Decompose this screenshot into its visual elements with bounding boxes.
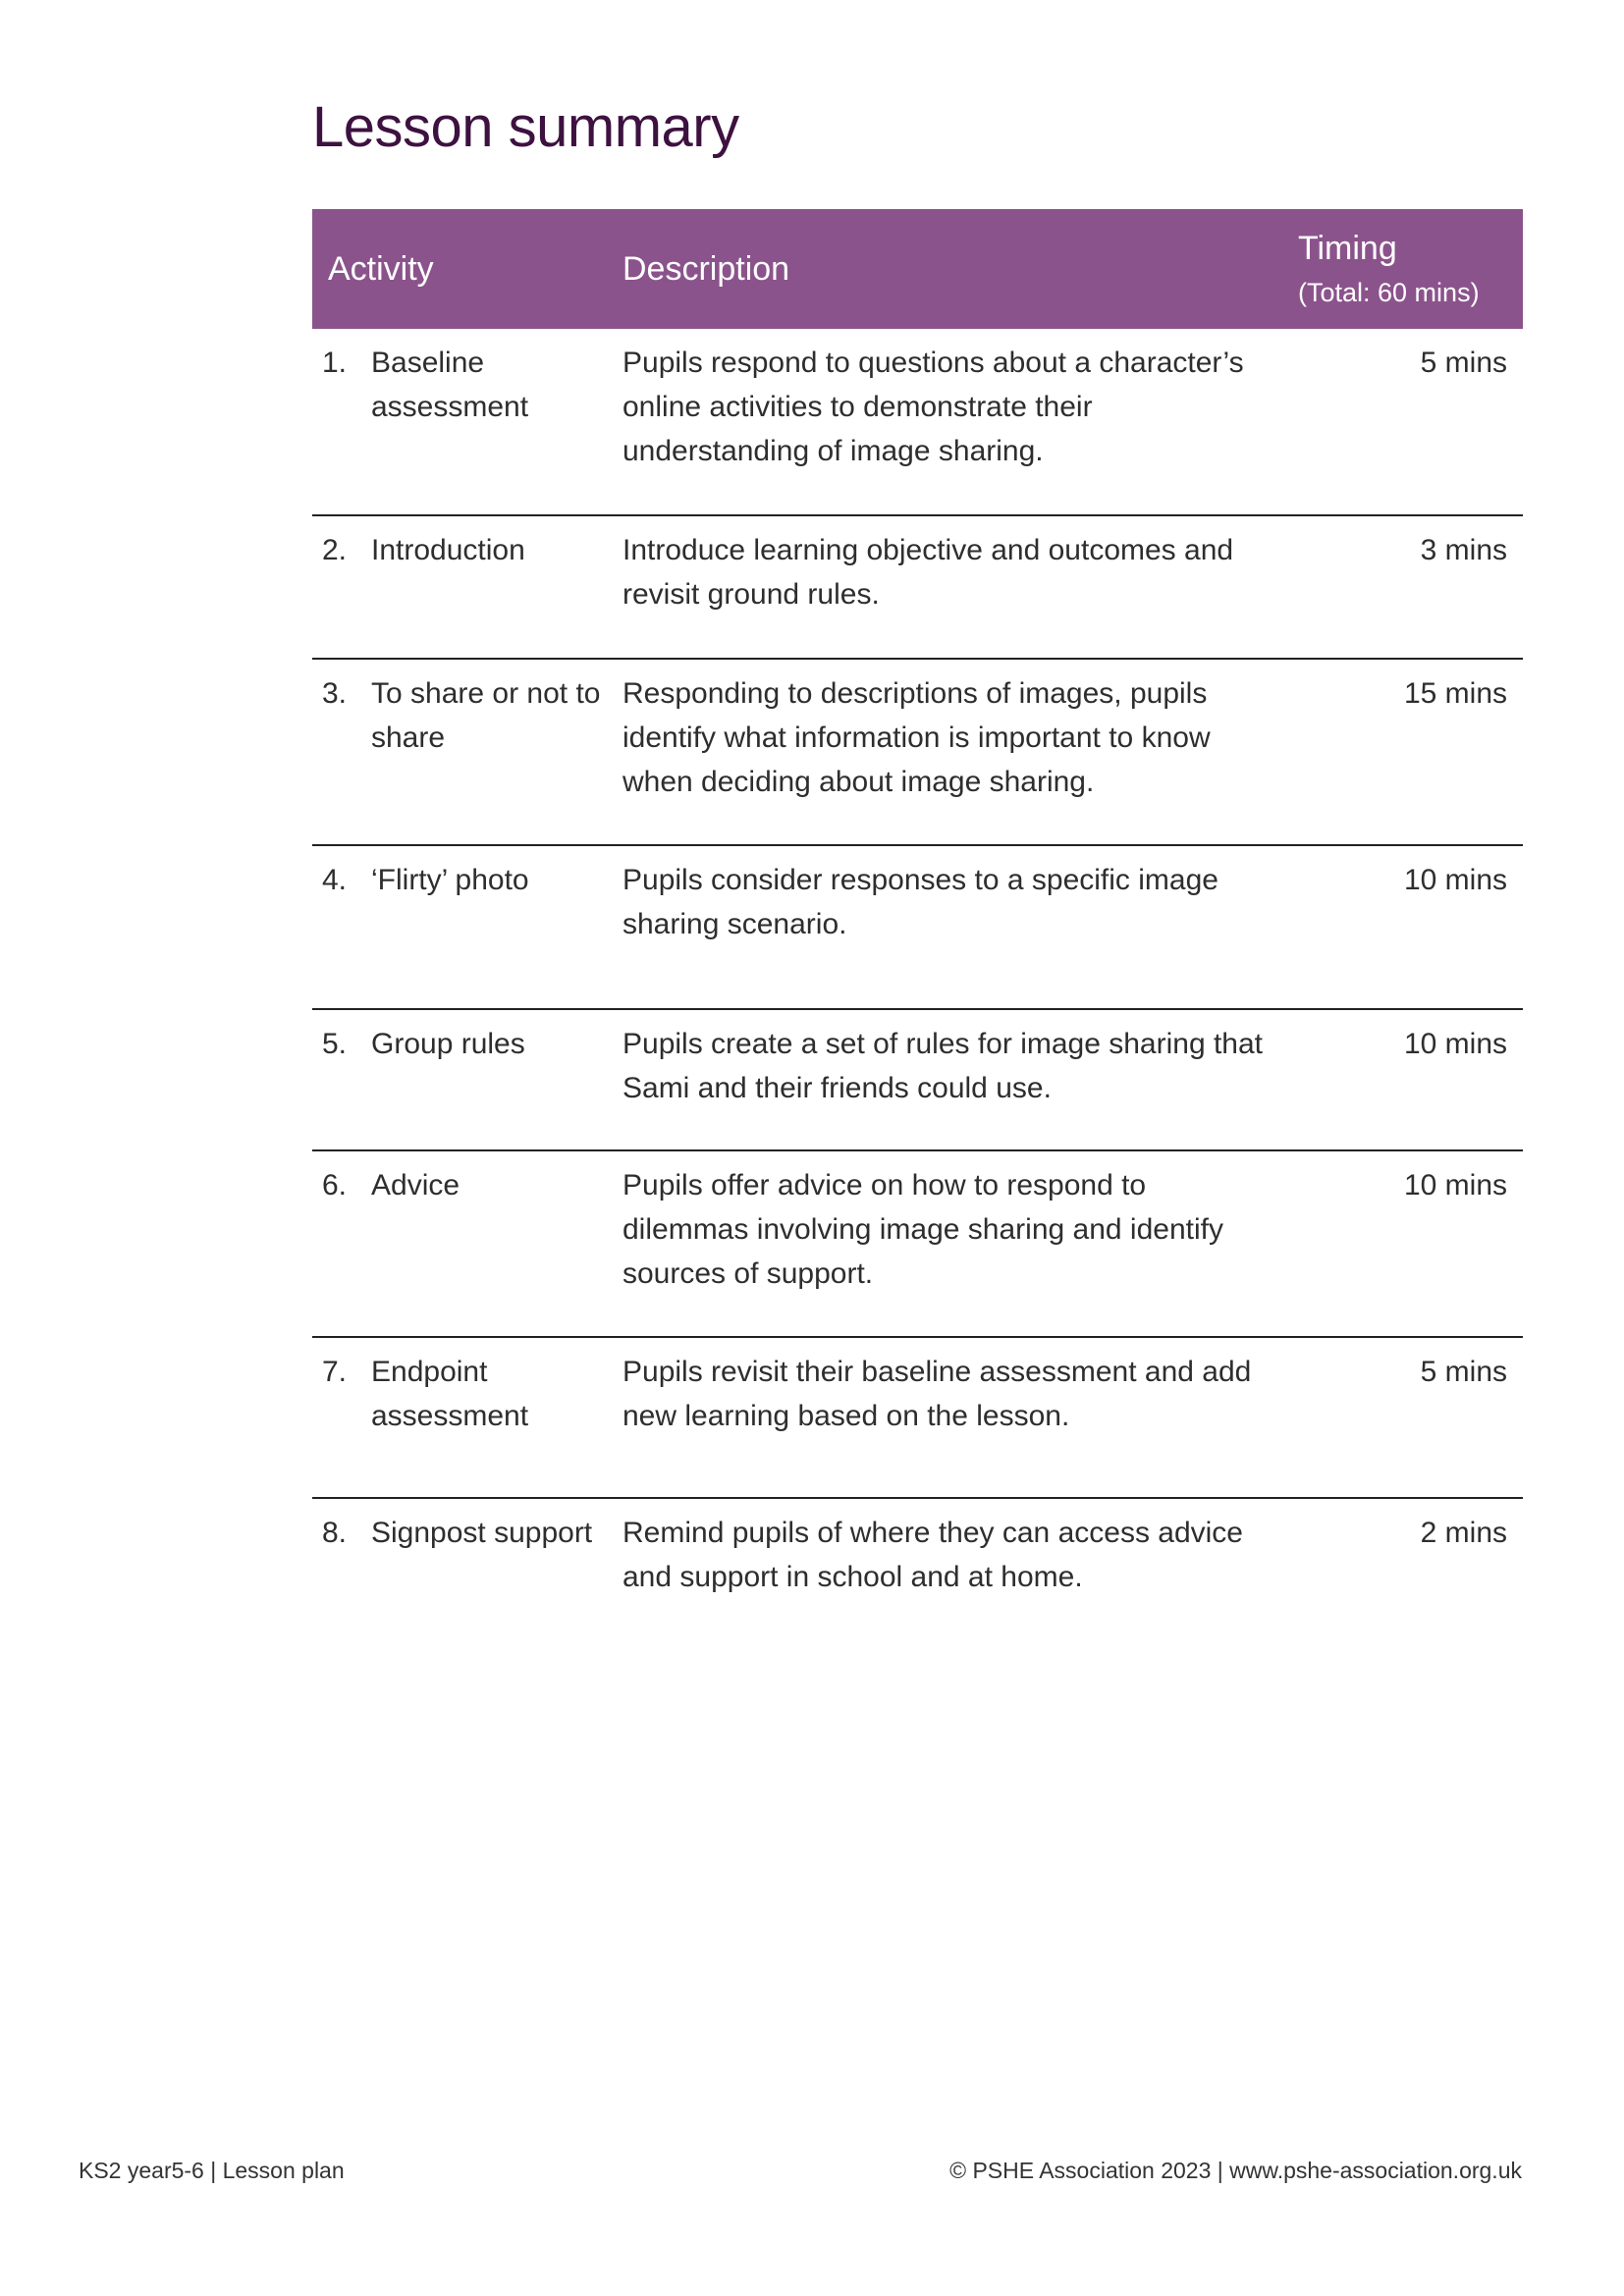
description-cell: Remind pupils of where they can access advice and support in school and at home.: [623, 1517, 1243, 1593]
activity-name: Baseline assessment: [371, 347, 529, 423]
description-cell: Pupils consider responses to a specific image sharing scenario.: [623, 864, 1218, 940]
timing-cell: 2 mins: [1420, 1517, 1507, 1549]
table-row: [312, 1009, 1523, 1150]
activity-number: 3.: [322, 677, 348, 710]
activity-number: 2.: [322, 534, 348, 566]
activity-name: Signpost support: [371, 1517, 593, 1549]
header-timing: [1284, 209, 1523, 329]
activity-name: To share or not to share: [371, 677, 601, 754]
table-row: [312, 515, 1523, 659]
lesson-summary-table: [312, 209, 1523, 1616]
activity-name: Group rules: [371, 1028, 525, 1060]
table-row: [312, 845, 1523, 1009]
activity-cell: [312, 659, 607, 845]
activity-name: Introduction: [371, 534, 525, 566]
activity-number: 8.: [322, 1517, 348, 1549]
activity-cell: [312, 1009, 607, 1150]
header-description: Description: [623, 249, 790, 288]
description-cell: Pupils create a set of rules for image sharing that Sami and their friends could use.: [623, 1028, 1264, 1104]
activity-number: 5.: [322, 1028, 348, 1060]
activity-number: 6.: [322, 1169, 348, 1201]
header-timing-total: (Total: 60 mins): [1298, 278, 1480, 308]
table-header-row: [312, 209, 1523, 329]
header-timing-label: Timing: [1298, 229, 1397, 267]
table-row: [312, 329, 1523, 515]
timing-cell: 10 mins: [1403, 1028, 1507, 1060]
table-row: [312, 1498, 1523, 1616]
activity-number: 1.: [322, 347, 348, 379]
timing-cell: 10 mins: [1403, 1169, 1507, 1201]
description-cell: Introduce learning objective and outcomes and revisit ground rules.: [623, 534, 1234, 611]
activity-cell: [312, 845, 607, 1009]
footer-right: © PSHE Association 2023 | www.pshe-association.org.uk: [949, 2158, 1522, 2183]
page-title: Lesson summary: [312, 95, 739, 159]
description-cell: Pupils respond to questions about a character’s online activities to demonstrate their understanding of image sharing.: [623, 347, 1244, 467]
table-row: [312, 1150, 1523, 1337]
table-row: [312, 1337, 1523, 1498]
timing-cell: 10 mins: [1403, 864, 1507, 896]
activity-cell: [312, 1498, 607, 1616]
timing-cell: 3 mins: [1420, 534, 1507, 566]
table-row: [312, 659, 1523, 845]
description-cell: Responding to descriptions of images, pupils identify what information is important to know when deciding about image sharing.: [623, 677, 1211, 798]
activity-number: 4.: [322, 864, 348, 896]
footer-left: KS2 year5-6 | Lesson plan: [79, 2158, 345, 2183]
timing-cell: 15 mins: [1403, 677, 1507, 710]
timing-cell: 5 mins: [1420, 1356, 1507, 1388]
activity-cell: [312, 1150, 607, 1337]
activity-name: Advice: [371, 1169, 460, 1201]
header-activity: Activity: [328, 249, 434, 288]
activity-cell: [312, 329, 607, 515]
description-cell: Pupils offer advice on how to respond to dilemmas involving image sharing and identify sources of support.: [623, 1169, 1223, 1290]
activity-cell: [312, 515, 607, 659]
activity-name: Endpoint assessment: [371, 1356, 529, 1432]
activity-number: 7.: [322, 1356, 348, 1388]
activity-name: ‘Flirty’ photo: [371, 864, 529, 896]
description-cell: Pupils revisit their baseline assessment and add new learning based on the lesson.: [623, 1356, 1252, 1432]
timing-cell: 5 mins: [1420, 347, 1507, 379]
activity-cell: [312, 1337, 607, 1498]
